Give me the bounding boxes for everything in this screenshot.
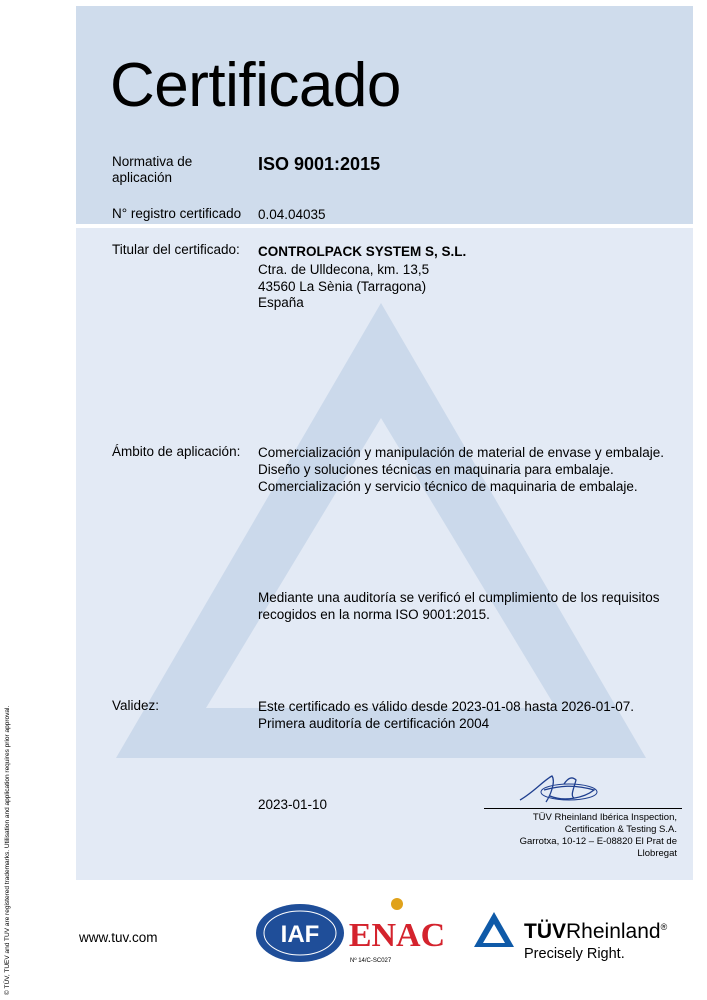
- normativa-value: ISO 9001:2015: [258, 154, 381, 174]
- tuv-name: TÜVRheinland®: [524, 920, 668, 943]
- certificate-title: Certificado: [110, 51, 401, 120]
- auditoria-line2: recogidos en la norma ISO 9001:2015.: [258, 607, 490, 622]
- issuer-line: Garrotxa, 10-12 – E-08820 El Prat de: [519, 836, 677, 847]
- titular-address1: Ctra. de Ulldecona, km. 13,5: [258, 262, 430, 277]
- titular-country: España: [258, 295, 304, 310]
- auditoria-line1: Mediante una auditoría se verificó el cumplimiento de los requisitos: [258, 590, 660, 605]
- issuer-line: TÜV Rheinland Ibérica Inspection,: [532, 812, 677, 823]
- titular-address2: 43560 La Sènia (Tarragona): [258, 279, 427, 294]
- issue-date: 2023-01-10: [258, 797, 328, 812]
- titular-company: CONTROLPACK SYSTEM S, S.L.: [258, 244, 467, 259]
- ambito-label: Ámbito de aplicación:: [112, 444, 241, 459]
- validez-line2: Primera auditoría de certificación 2004: [258, 716, 490, 731]
- enac-logo: [348, 896, 446, 958]
- iaf-text: IAF: [280, 921, 320, 948]
- trademark-note: © TÜV, TUEV and TUV are registered trademarks. Utilisation and application requires prior approval.: [4, 705, 11, 995]
- issuer-address: [477, 812, 677, 860]
- ambito-line: Comercialización y manipulación de material de envase y embalaje.: [258, 445, 664, 460]
- website-link[interactable]: www.tuv.com: [79, 930, 158, 945]
- tuv-brand: [524, 920, 667, 962]
- ambito-line: Comercialización y servicio técnico de maquinaria de embalaje.: [258, 479, 638, 494]
- tuv-name-bold: TÜV: [524, 920, 566, 943]
- tuv-triangle-logo: [472, 910, 516, 950]
- registro-label: N° registro certificado: [112, 206, 242, 221]
- signature-line: [484, 808, 682, 809]
- enac-text: ENAC: [348, 917, 446, 954]
- tuv-name-rest: Rheinland: [566, 920, 661, 943]
- titular-label: Titular del certificado:: [112, 242, 240, 257]
- tuv-tagline: Precisely Right.: [524, 946, 625, 962]
- validez-line1: Este certificado es válido desde 2023-01-08 hasta 2026-01-07.: [258, 699, 634, 714]
- signature-icon: [514, 772, 604, 808]
- registro-value: 0.04.04035: [258, 207, 326, 222]
- ambito-line: Diseño y soluciones técnicas en maquinaria para embalaje.: [258, 462, 614, 477]
- issuer-line: Certification & Testing S.A.: [564, 824, 677, 835]
- normativa-label: Normativa de aplicación: [112, 154, 193, 185]
- issuer-line: Llobregat: [637, 848, 677, 859]
- enac-number: Nº 14/C-SC027: [350, 958, 392, 964]
- validez-label: Validez:: [112, 698, 160, 713]
- iaf-logo: [254, 902, 346, 964]
